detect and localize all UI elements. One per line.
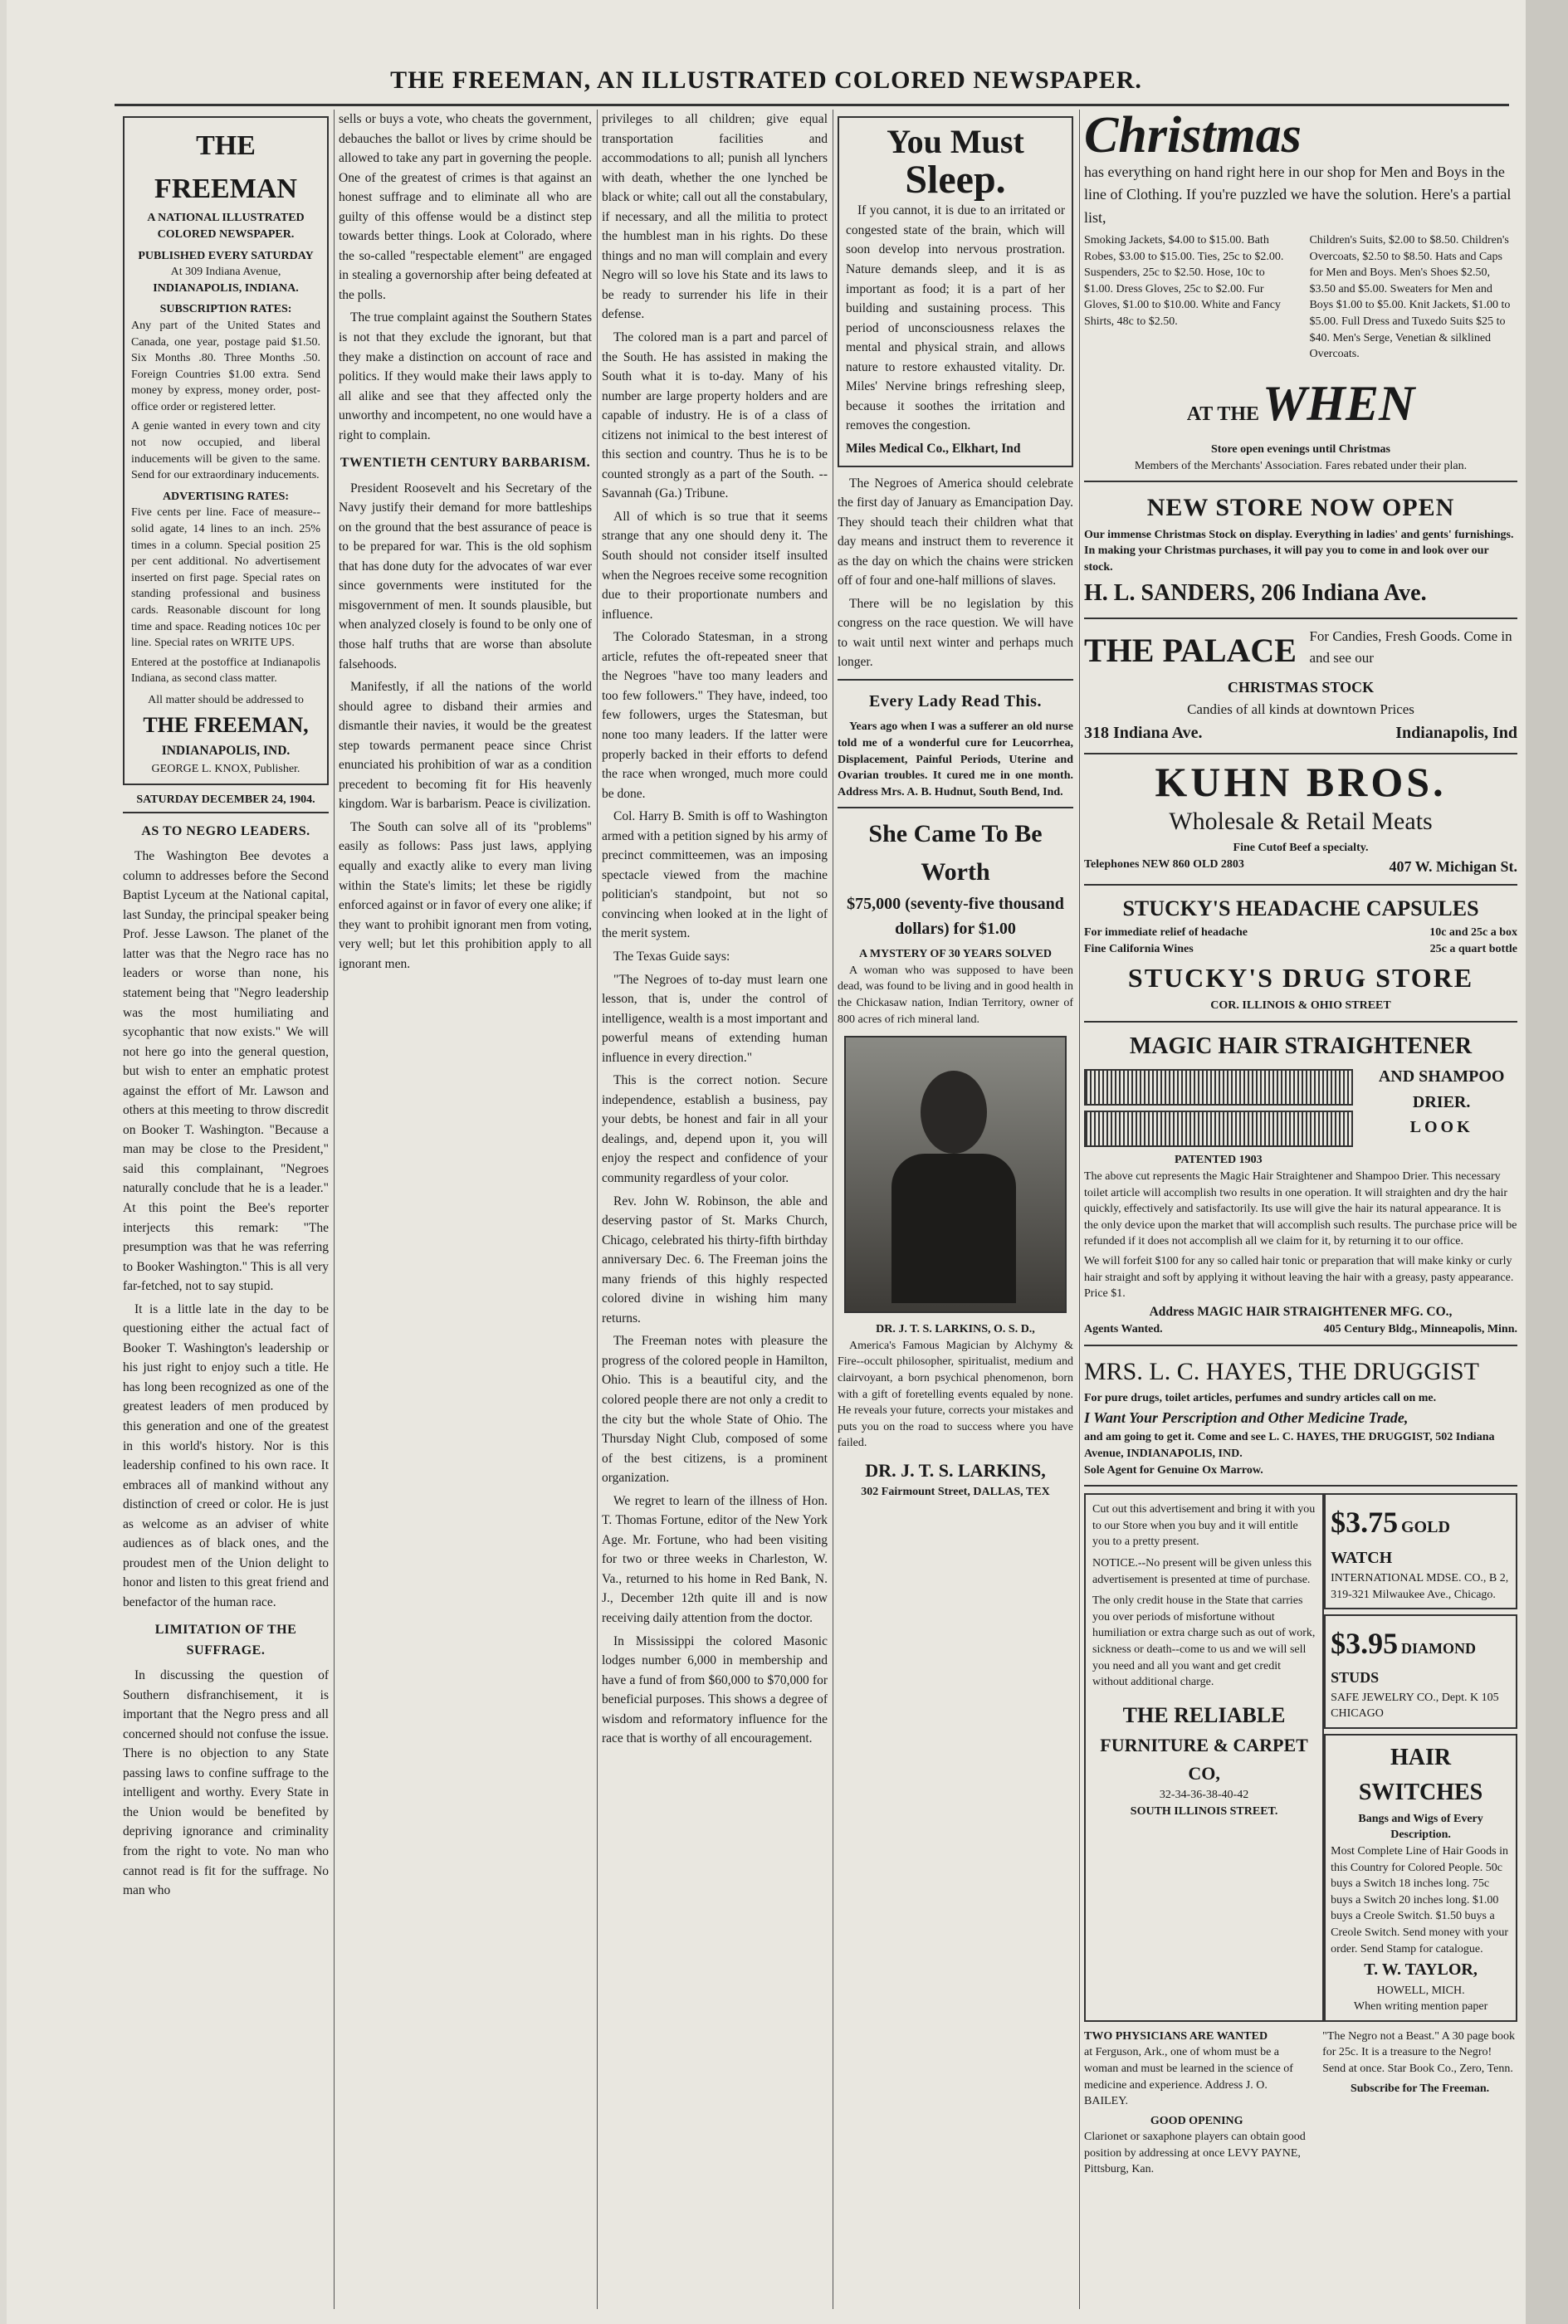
divider [1084,618,1517,619]
ad-look: LOOK [1409,1118,1473,1137]
ad-body: Clarionet or saxaphone players can obtain good position by addressing at once LEVY PAYNE, Pittsburg, Kan. [1084,2131,1306,2176]
ad-when: WHEN [1262,375,1415,431]
ad-subtitle: $75,000 (seventy-five thousand dollars) for $1.00 [847,894,1064,938]
subscribe-note: Subscribe for The Freeman. [1350,2082,1490,2095]
ad-company: INTERNATIONAL MDSE. CO., B 2, 319-321 Milwaukee Ave., Chicago. [1331,1572,1509,1601]
adv-head: ADVERTISING RATES: [162,490,290,503]
ad-price: $3.75 [1331,1506,1399,1540]
newspaper-page [7,0,1526,2324]
ad-item: Fine California Wines [1084,942,1194,955]
ad-city: 405 Century Bldg., Minneapolis, Minn. [1323,1323,1517,1336]
ad-title: You Must [887,123,1024,160]
article-paragraph: All of which is so true that it seems strange that any one should deny it. The South should not consider itself insulted when the Negroes receive some recognition due to their proportionate numbers and influence. [602,509,828,622]
article-paragraph: In Mississippi the colored Masonic lodges number 6,000 in membership and have a fund of from $60,000 to $70,000 for beneficial purposes. This shows a degree of wisdom and reformatory influence for the race that is worthy of all encouragement. [602,1633,828,1746]
heading-negro-leaders: AS TO NEGRO LEADERS. [141,823,310,838]
column-rule [597,110,598,2309]
ad-title: GOLD WATCH [1331,1518,1450,1567]
article-paragraph: The colored man is a part and parcel of the South. He has assisted in making the South what it is to-day. Many of his number are large property holders and are capable of industry. He is of a class of citizens not inimical to the best interest of this section and country. Thus he is to be counted strongly as a part of the South. --Savannah (Ga.) Tribune. [602,330,828,501]
ad-city: HOWELL, MICH. [1376,1984,1465,1997]
ad-title: GOOD OPENING [1150,2114,1243,2127]
column-5 [1084,110,1517,2309]
ad-company: SAFE JEWELRY CO., Dept. K 105 CHICAGO [1331,1691,1499,1721]
portrait-body [891,1154,1016,1303]
ad-item: For immediate relief of headache [1084,926,1248,940]
ad-body: and am going to get it. Come and see L. C. HAYES, THE DRUGGIST, 502 Indiana Avenue, INDIANAPOLIS, IND. [1084,1431,1495,1460]
nameplate-box [123,116,329,785]
article-paragraph: sells or buys a vote, who cheats the government, debauches the ballot or lives by crime should be allowed to take any part in governing the people. One of the greatest of crimes is that against an honest suffrage and to eliminate all who are guilty of this offense would be a distinct step towards better things. Look at Colorado, where the so-called "respectable element" are engaged in stealing a governorship after being defeated at the polls. [339,112,592,302]
ad-name: FURNITURE & CARPET CO, [1100,1735,1308,1784]
article-paragraph: The Washington Bee devotes a column to addresses before the Second Baptist Lyceum at the National capital, last Sunday, the principal speaker being Prof. Jesse Lawson. The planet of the latter was that the Negro race has no leaders or worse than none, his statement being that "Negro leadership was the most humiliating and sycophantic that now exists." We will not here go into the general question, but wish to enter an emphatic protest against the effort of Mr. Lawson and others at this meeting to throw discredit on Booker T. Washington. "Because a man may be close to the President," said this complainant, "Negroes naturally conclude that he is a leader." At this point the Bee's reporter interjects this remark: "The presumption was that he was referring to Booker Washington." This is all very far-fetched, not to say stupid. [123,849,329,1294]
ad-you-must-sleep [838,116,1073,467]
ad-body: at Ferguson, Ark., one of whom must be a woman and must be learned in the science of medicine and experience. Address J. O. BAILEY. [1084,2046,1293,2108]
ad-body: Our immense Christmas Stock on display. Everything in ladies' and gents' furnishings. In making your Christmas purchases, it will pay you to come in and look over our stock. [1084,528,1514,574]
ad-title: NEW STORE NOW OPEN [1146,494,1455,522]
ad-title: Sleep. [905,158,1006,202]
ad-sub: Candies of all kinds at downtown Prices [1187,701,1414,718]
ad-body: A woman who was supposed to have been dead, was found to be living and in good health in the Chickasaw nation, Indian Territory, owner of 800 acres of rich mineral land. [838,964,1073,1026]
ad-body: We will forfeit $100 for any so called hair tonic or preparation that will make kinky or curly hair straight and soft by applying it without leaving the hair with a greasy, pasty appearance. Price $1. [1084,1254,1514,1301]
divider [838,807,1073,808]
ad-price: 25c a quart bottle [1429,942,1517,955]
article-paragraph: In discussing the question of Southern disfranchisement, it is important that the Negro press and all concerned should not confuse the issue. There is no objection to any State passing laws to confine suffrage to the intelligent and worthy. Every State in the Union would be benefited by depriving ignorance and criminality from the right to vote. No man who cannot read is fit for the suffrage. No man who [123,1668,329,1898]
ad-title: STUCKY'S DRUG STORE [1127,962,1474,993]
ad-body: has everything on hand right here in our shop for Men and Boys in the line of Clothing. If you're puzzled we have the solution. Here's a partial list, [1084,164,1512,226]
article-paragraph: The true complaint against the Southern States is not that they exclude the ignorant, but that they make a distinction on account of race and politics. If they would make their laws apply to all alike and see that they affected only the unworthy and incompetent, no one would have a right to complain. [339,310,592,442]
ad-address: Address MAGIC HAIR STRAIGHTENER MFG. CO., [1149,1304,1453,1319]
ad-title: DIAMOND STUDS [1331,1640,1476,1687]
column-1 [123,110,329,2309]
ad-agents: Agents Wanted. [1084,1323,1163,1336]
divider [1084,1345,1517,1346]
article-paragraph: This is the correct notion. Secure independence, establish a business, pay your debts, be honest and fair in all your dealings, and, depend upon it, you will enjoy the respect and confidence of your community regardless of your color. [602,1073,828,1185]
nameplate-sub2: COLORED NEWSPAPER. [157,227,295,241]
article-paragraph: The South can solve all of its "problems" easily as follows: Pass just laws, applying equally and exactly alike to every man living within the State's limits; let these be rigidly enforced against or in favor of every one alike; if they want to prohibit ignorant men from voting, very well; but let this prohibition apply to all ignorant men. [339,819,592,971]
ad-sub: AND SHAMPOO DRIER. [1378,1067,1505,1111]
page-edge [1526,0,1568,2324]
column-rule [334,110,335,2309]
address: At 309 Indiana Avenue, [170,266,281,279]
photo-caption: DR. J. T. S. LARKINS, O. S. D., [876,1323,1035,1336]
ad-body: The only credit house in the State that carries you over periods of misfortune without humiliation or extra charge such as out of work, sickness or death--come to us and we will sell you need and all you want and get credit without additional charge. [1092,1594,1316,1689]
ad-body: For pure drugs, toilet articles, perfumes and sundry articles call on me. [1084,1392,1437,1405]
ad-pre: AT THE [1186,403,1260,425]
article-paragraph: The Colorado Statesman, in a strong article, refutes the oft-repeated sneer that the Negroes "have too many leaders and too few followers." They have, indeed, too few followers, urges the Statesman, but none too many leaders. If the latter were properly backed in their efforts to defend the race when wronged, much more could be done. [602,630,828,801]
ad-address: 318 Indiana Ave. [1084,724,1203,743]
ad-address: 302 Fairmount Street, DALLAS, TEX [861,1486,1050,1499]
ad-body: If you cannot, it is due to an irritated or congested state of the brain, which will soon develop into nervous prostration. Nature demands sleep, and it is as important as food; it is a part of her building and sustaining process. This period of unconsciousness relaxes the mental and physical strain, and allows nature to restore exhausted vitality. Dr. Miles' Nervine brings refreshing sleep, because it soothes the irritation and removes the congestion. [846,203,1065,433]
ad-reliable [1084,1493,1324,2022]
masthead: THE FREEMAN, AN ILLUSTRATED COLORED NEWSPAPER. [390,66,1142,94]
ad-title: TWO PHYSICIANS ARE WANTED [1084,2029,1268,2043]
ad-telephone: Telephones NEW 860 OLD 2803 [1084,857,1244,871]
divider [838,679,1073,681]
ad-title: STUCKY'S HEADACHE CAPSULES [1122,896,1479,920]
entered-note: Entered at the postoffice at Indianapolis Indiana, as second class matter. [131,656,320,686]
ad-street: SOUTH ILLINOIS STREET. [1130,1804,1278,1818]
article-paragraph: The Negroes of America should celebrate the first day of January as Emancipation Day. They should teach their children what that day means and instruct them to reverence it as the day on which the chains were stricken off of four and one-half millions of slaves. [838,476,1073,588]
ad-signature: Miles Medical Co., Elkhart, Ind [846,441,1021,456]
heading-suffrage: LIMITATION OF THE SUFFRAGE. [154,1623,297,1658]
ad-tag: Fine Cutof Beef a specialty. [1233,842,1369,855]
ad-title: MAGIC HAIR STRAIGHTENER [1129,1033,1473,1059]
column-2 [339,110,592,2309]
ad-body: Cut out this advertisement and bring it with you to our Store when you buy and it will entitle you to a pretty present. [1092,1503,1316,1549]
agents-note: A genie wanted in every town and city not now occupied, and liberal inducements will be given to the same. Send for our extraordinary inducements. [131,420,320,482]
nameplate-sub1: A NATIONAL ILLUSTRATED [147,212,305,225]
city: INDIANAPOLIS, INDIANA. [153,281,299,295]
article-paragraph: There will be no legislation by this congress on the race question. We will have to wait until next winter and perhaps much longer. [838,596,1073,670]
ad-heading: A MYSTERY OF 30 YEARS SOLVED [859,948,1052,961]
ad-title: HAIR SWITCHES [1358,1744,1483,1806]
ad-notice: NOTICE.--No present will be given unless this advertisement is presented at time of purchase. [1092,1556,1312,1586]
divider [1084,884,1517,886]
article-paragraph: President Roosevelt and his Secretary of the Navy justify their demand for more battleships on the ground that the best assurance of peace is to be prepared for war. This is the old sophism that has done duty for the advocates of war ever since governments were instituted for the misgovernment of men. It sounds plausible, but when analyzed closely is found to be only one of those half truths that are worse than absolute falsehoods. [339,481,592,671]
article-paragraph: Rev. John W. Robinson, the able and deserving pastor of St. Marks Church, Chicago, celebrated his thirty-fifth birthday anniversary Dec. 6. The Freeman joins the many friends of this highly respected colored divine in wishing him many returns. [602,1194,828,1326]
divider [1084,1485,1517,1487]
ad-agent: Sole Agent for Genuine Ox Marrow. [1084,1463,1263,1477]
ad-address: COR. ILLINOIS & OHIO STREET [1210,999,1391,1013]
ad-body: Most Complete Line of Hair Goods in this Country for Colored People. 50c buys a Switch 18 inches long. 75c buys a Switch 20 inches long. $1.00 buys a Creole Switch. $1.50 buys a Creole Switch. Send money with your order. Send Stamp for catalogue. [1331,1845,1508,1955]
comb-illustration [1084,1111,1353,1147]
ad-address: 407 W. Michigan St. [1389,857,1517,875]
ad-members: Members of the Merchants' Association. Fares rebated under their plan. [1134,459,1468,472]
article-paragraph: It is a little late in the day to be questioning either the actual fact of Booker T. Washington's leadership or his just right to enjoy such a title. He has long been recognized as one of the greatest leaders of men produced by this generation and one of the greatest in this world's history. Nor is this leadership confined to his own race. It embraces all of mankind without any distinction of creed or color. He is just as welcome as an adviser of white audiences as of black ones, and the proudest men of the Union delight to honor and listen to this great friend and benefactor of the human race. [123,1301,329,1609]
adv-body: Five cents per line. Face of measure--solid agate, 14 lines to an inch. 25% times in a column. Special position 25 per cent additional. No advertisement inserted on first page. Special rates on standing professional and business cards. Reasonable discount for long time and space. Reading notices 10c per line. Special rates on WRITE UPS. [131,506,320,650]
divider [1084,753,1517,754]
ad-list-right: Children's Suits, $2.00 to $8.50. Children's Overcoats, $2.50 to $8.50. Hats and Caps for Men and Boys. Men's Shoes $2.50, $3.50 and $5.00. Sweaters for Men and Boys $1.00 to $5.00. Knit Jackets, $1.00 to $5.00. Full Dress and Tuxedo Suits $25 to $40. Men's Serge, Venetian & silklined Overcoats. [1309,234,1511,361]
big-name: THE FREEMAN, [143,712,309,737]
ad-name: T. W. TAYLOR, [1364,1960,1478,1980]
ad-christmas [1084,110,1517,474]
ad-body: The above cut represents the Magic Hair Straightener and Shampoo Drier. This necessary toilet article will accomplish two results in one operation. It will straighten and dry the hair quickly, effectively and satisfactorily. Its use will give the hair its natural appearance. It is the only device upon the market that will accomplish such results. The purchase price will be refunded if it does not accomplish all we claim for it, by returning it to our office. [1084,1169,1517,1248]
divider [1084,1021,1517,1023]
ad-tag: For Candies, Fresh Goods. Come in and see our [1309,628,1512,666]
ad-tag: When writing mention paper [1353,2000,1488,2014]
ad-switches [1324,1734,1517,2022]
ad-city: Indianapolis, Ind [1395,724,1517,743]
ad-number: 32-34-36-38-40-42 [1159,1789,1249,1802]
ad-title: Every Lady Read This. [869,691,1042,710]
publisher: GEORGE L. KNOX, Publisher. [151,762,300,775]
ad-list-left: Smoking Jackets, $4.00 to $15.00. Bath Robes, $3.00 to $15.00. Ties, 25c to $2.00. Suspenders, 25c to $2.50. Hose, 10c to $1.00. Dress Gloves, 25c to $2.00. Fur Gloves, $1.00 to $10.00. White and Fancy Shirts, 48c to $2.50. [1084,234,1284,329]
ad-title: She Came To Be Worth [868,820,1043,886]
ad-title: KUHN BROS. [1155,758,1447,805]
address-to: All matter should be addressed to [148,693,304,706]
ad-stock: CHRISTMAS STOCK [1227,678,1375,696]
heading-barbarism: TWENTIETH CENTURY BARBARISM. [339,456,591,471]
article-paragraph: Col. Harry B. Smith is off to Washington armed with a petition signed by his army of precinct committeemen, was an imposing spectacle viewed from the machine politician's standpoint, but not so convincing when looked at in the light of the merit system. [602,809,828,941]
ad-title: Christmas [1084,110,1302,164]
rates-body: Any part of the United States and Canada, one year, postage paid $1.50. Six Months .80. Three Months .50. Foreign Countries $1.00 extra. Send money by express, money order, post-office order or registered letter. [131,319,320,413]
ad-watch [1324,1493,1517,1609]
article-paragraph: Manifestly, if all the nations of the world should agree to disband their armies and dismantle their navies, it would be the greatest step towards permanent peace since Christ enunciated his prohibition of war as a condition precedent to becoming fit for His heavenly kingdom. War is barbarism. Peace is civilization. [339,680,592,812]
ad-title: THE PALACE [1084,632,1297,670]
ad-name: THE RELIABLE [1122,1702,1286,1727]
ad-hours: Store open evenings until Christmas [1211,443,1390,456]
top-rule [115,104,1509,106]
ad-body: Years ago when I was a sufferer an old nurse told me of a wonderful cure for Leucorrhea, Displacement, Painful Periods, Uterine and Ovarian troubles. It cured me in one month. Address Mrs. A. B. Hudnut, South Bend, Ind. [838,720,1073,798]
ad-title: MRS. L. C. HAYES, THE DRUGGIST [1084,1357,1479,1385]
ad-studs [1324,1614,1517,1728]
ad-signature: DR. J. T. S. LARKINS, [865,1460,1046,1482]
rates-head: SUBSCRIPTION RATES: [159,303,292,316]
ad-name: H. L. SANDERS, 206 Indiana Ave. [1084,579,1427,606]
column-4 [838,110,1073,2309]
article-paragraph: privileges to all children; give equal transportation facilities and accommodations to all; punish all lynchers with death, whether the one lynched be black or white; call out all the constabulary, if necessary, and all the militia to protect the humblest man in his rights. Do these things and no man will complain and every Negro will so love his State and its laws to be ready to surrender his life in their defense. [602,112,828,322]
ad-body: America's Famous Magician by Alchymy & Fire--occult philosopher, spiritualist, medium and clairvoyant, a born psychical phenomenon, born with a gift of foretelling events equaled by none. He reveals your future, corrects your mistakes and puts you on the road to success where you have failed. [838,1339,1073,1450]
article-paragraph: "The Negroes of to-day must learn one lesson, that is, under the control of intelligence, wealth is a most important and powerful means of extending human influence in every direction." [602,972,828,1065]
ad-price: $3.95 [1331,1627,1399,1661]
published: PUBLISHED EVERY SATURDAY [138,249,314,262]
column-rule [1079,110,1080,2309]
ad-sub: Wholesale & Retail Meats [1169,807,1433,835]
nameplate-title: THE FREEMAN [154,130,297,204]
portrait-head [921,1071,987,1154]
ad-price: 10c and 25c a box [1429,926,1517,940]
portrait-photo [844,1036,1067,1313]
article-paragraph: The Texas Guide says: [613,949,730,964]
big-city: INDIANAPOLIS, IND. [161,744,291,759]
divider [1084,481,1517,482]
ad-want: I Want Your Perscription and Other Medicine Trade, [1084,1409,1409,1427]
issue-date: SATURDAY DECEMBER 24, 1904. [123,792,329,813]
ad-body: "The Negro not a Beast." A 30 page book for 25c. It is a treasure to the Negro! Send at once. Star Book Co., Zero, Tenn. [1322,2029,1515,2075]
column-3 [602,110,828,2309]
article-paragraph: We regret to learn of the illness of Hon. T. Thomas Fortune, editor of the New York Age. Mr. Fortune, who had been visiting for two or three weeks in Charleston, W. Va., returned to his home in Red Bank, N. J., December 12th quite ill and is now receiving daily attention from the doctor. [602,1493,828,1626]
ad-sub: Bangs and Wigs of Every Description. [1358,1812,1483,1842]
article-paragraph: The Freeman notes with pleasure the progress of the colored people in Hamilton, Ohio. This is a beautiful city, and the colored people there are not only a credit to the city but the whole State of Ohio. The Thursday Night Club, composed of some of the best citizens, is a prominent organization. [602,1334,828,1486]
comb-illustration [1084,1069,1353,1106]
patent-label: PATENTED 1903 [1174,1154,1263,1167]
